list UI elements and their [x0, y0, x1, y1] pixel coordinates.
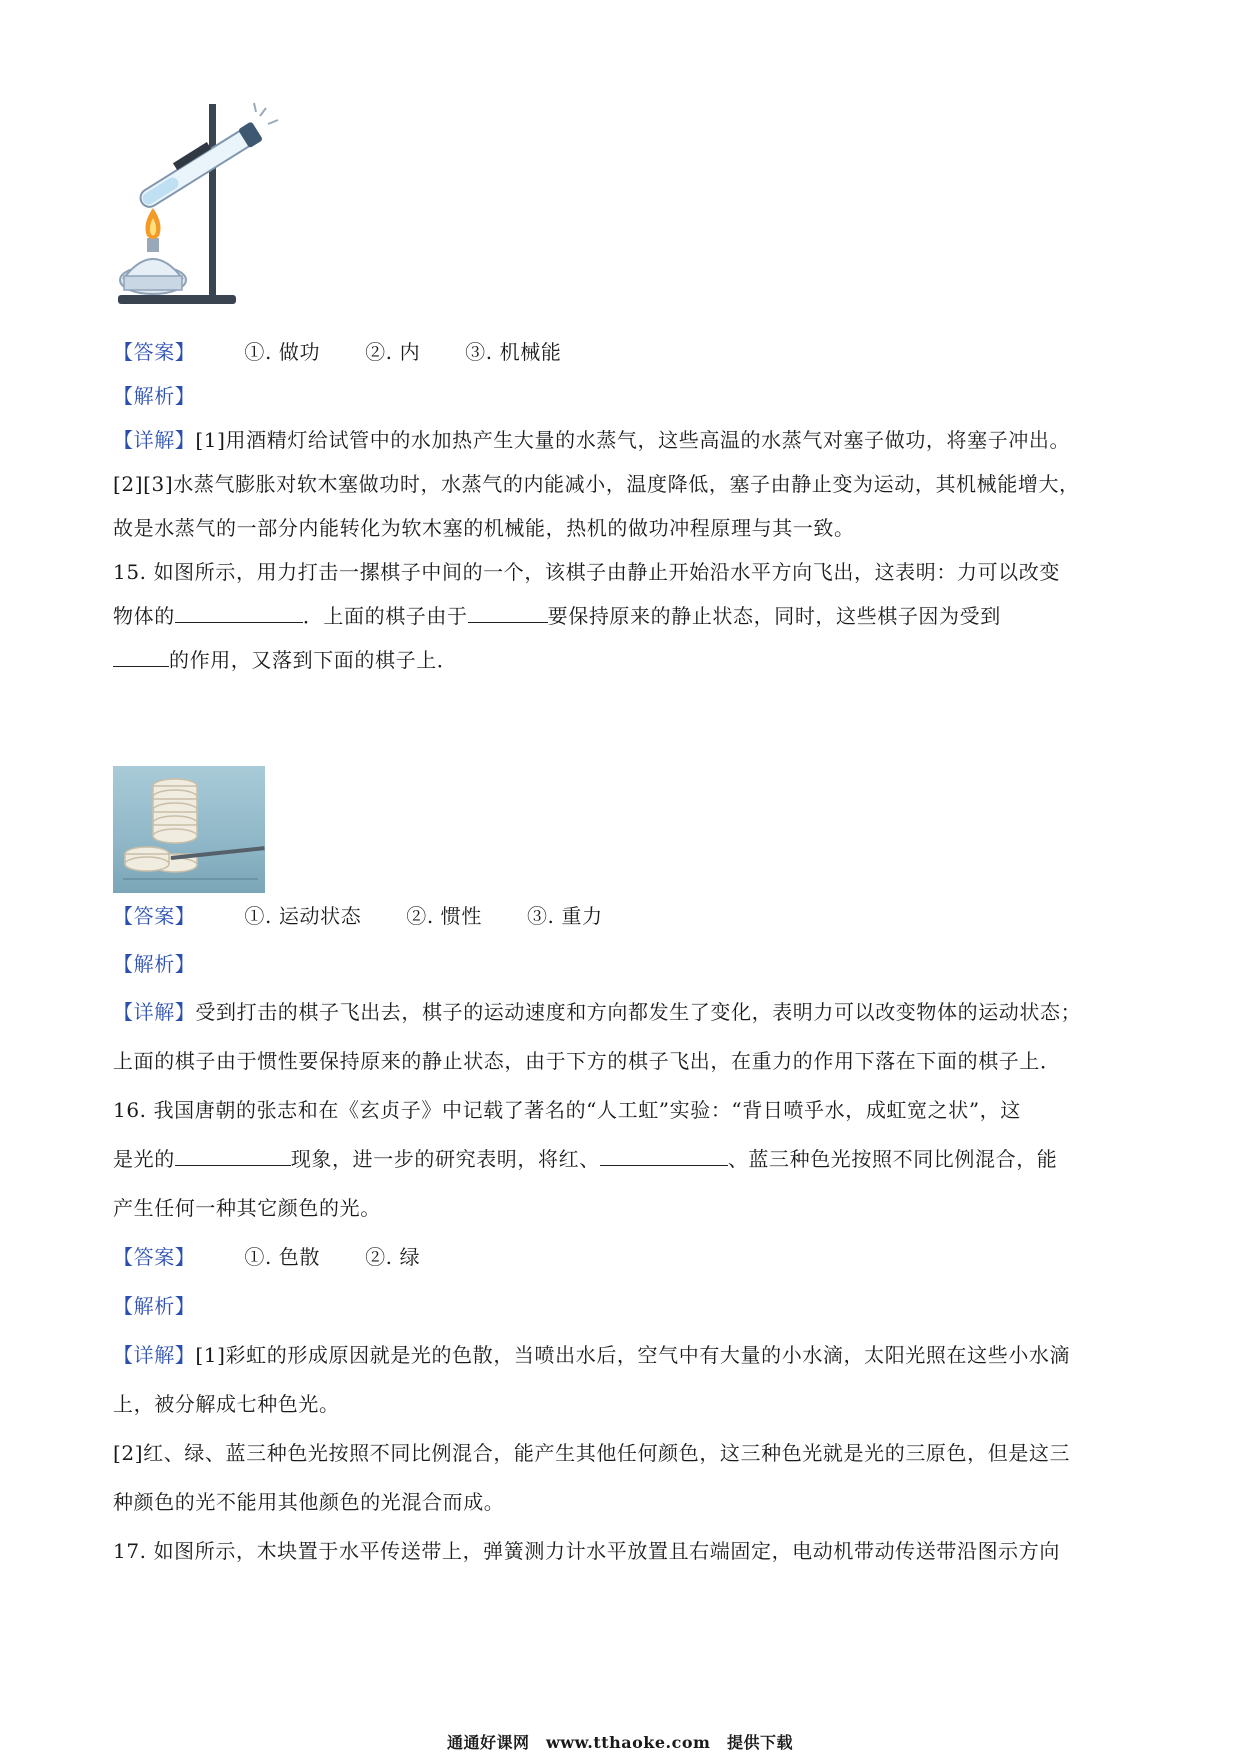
q15-stem-line-2: [113, 604, 1001, 628]
q16-detail-line-2: 上，被分解成七种色光。: [113, 1392, 340, 1416]
detail-tag: 【详解】: [113, 428, 196, 452]
q14-detail-line-1: [113, 428, 1070, 452]
q14-detail-line-2: [2][3]水蒸气膨胀对软木塞做功时，水蒸气的内能减小，温度降低，塞子由静止变为运动，其机械能增大，: [113, 472, 1080, 496]
q15-stem-line-3: [113, 648, 457, 672]
q16-detail-line-4: 种颜色的光不能用其他颜色的光混合而成。: [113, 1490, 505, 1514]
q15-detail-line-2: 上面的棋子由于惯性要保持原来的静止状态，由于下方的棋子飞出，在重力的作用下落在下面的棋子上．: [113, 1049, 1061, 1073]
q15-stem-line-1: 15. 如图所示，用力打击一摞棋子中间的一个，该棋子由静止开始沿水平方向飞出，这表明：力可以改变: [113, 560, 1060, 584]
q16-stem-line-1: 16. 我国唐朝的张志和在《玄贞子》中记载了著名的“人工虹”实验：“背日喷乎水，成虹宽之状”，这: [113, 1098, 1021, 1122]
q17-stem-line-1: 17. 如图所示，木块置于水平传送带上，弹簧测力计水平放置且右端固定，电动机带动传送带沿图示方向: [113, 1539, 1060, 1563]
detail-tag: 【详解】: [113, 1000, 196, 1024]
detail-text: 受到打击的棋子飞出去，棋子的运动速度和方向都发生了变化，表明力可以改变物体的运动状态；: [195, 1000, 1082, 1024]
q16-text: 现象，进一步的研究表明，将红、: [290, 1147, 600, 1171]
q15-text: 物体的: [113, 604, 175, 628]
q15-answer-row: [113, 904, 603, 928]
q16-answer-row: [113, 1245, 420, 1269]
answer-tag: 【答案】: [113, 1245, 196, 1269]
detail-text: [1]用酒精灯给试管中的水加热产生大量的水蒸气，这些高温的水蒸气对塞子做功，将塞子冲出。: [195, 428, 1071, 452]
q16-stem-line-3: 产生任何一种其它颜色的光。: [113, 1196, 381, 1220]
blank-2: [468, 604, 548, 623]
answer-1: ①. 运动状态: [244, 904, 362, 928]
answer-tag: 【答案】: [113, 340, 196, 364]
blank-1: [175, 1147, 291, 1166]
q16-analysis-tag: 【解析】: [113, 1294, 196, 1318]
q16-stem-line-2: [113, 1147, 1057, 1171]
q16-text: 、蓝三种色光按照不同比例混合，能: [727, 1147, 1058, 1171]
q14-detail-line-3: 故是水蒸气的一部分内能转化为软木塞的机械能，热机的做功冲程原理与其一致。: [113, 516, 855, 540]
answer-2: ②. 惯性: [406, 904, 482, 928]
answer-3: ③. 机械能: [465, 340, 562, 364]
answer-3: ③. 重力: [526, 904, 603, 928]
detail-text: [1]彩虹的形成原因就是光的色散，当喷出水后，空气中有大量的小水滴，太阳光照在这些小水滴: [195, 1343, 1071, 1367]
blank-2: [600, 1147, 728, 1166]
q14-answer-row: [113, 340, 561, 364]
q16-detail-line-1: [113, 1343, 1070, 1367]
answer-tag: 【答案】: [113, 904, 196, 928]
q14-analysis-tag: 【解析】: [113, 384, 196, 408]
test-tube-heating-figure: [110, 100, 290, 310]
blank-3: [113, 648, 169, 667]
q15-detail-line-1: [113, 1000, 1081, 1024]
q15-analysis-tag: 【解析】: [113, 952, 196, 976]
q15-text: 的作用，又落到下面的棋子上．: [169, 648, 458, 672]
answer-2: ②. 内: [365, 340, 421, 364]
q16-text: 是光的: [113, 1147, 175, 1171]
answer-1: ①. 色散: [244, 1245, 321, 1269]
q16-detail-line-3: [2]红、绿、蓝三种色光按照不同比例混合，能产生其他任何颜色，这三种色光就是光的三原色，但是这三: [113, 1441, 1071, 1465]
answer-1: ①. 做功: [244, 340, 321, 364]
detail-tag: 【详解】: [113, 1343, 196, 1367]
chess-stack-photo: [113, 766, 265, 893]
q15-text: ．上面的棋子由于: [302, 604, 468, 628]
page-footer: 通通好课网 www.tthaoke.com 提供下载: [447, 1733, 793, 1752]
q15-text: 要保持原来的静止状态，同时，这些棋子因为受到: [547, 604, 1001, 628]
answer-2: ②. 绿: [365, 1245, 421, 1269]
blank-1: [175, 604, 303, 623]
